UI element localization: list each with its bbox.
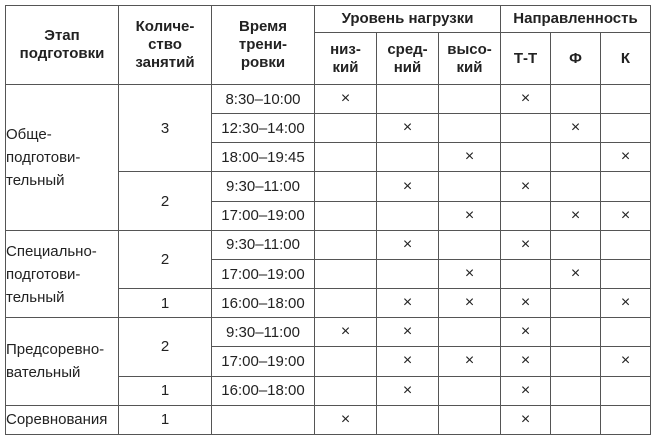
load-mid-cell [377, 405, 439, 434]
load-mid-cell: × [377, 172, 439, 201]
stage-cell: Предсоревно- вательный [6, 318, 119, 405]
focus-tt-cell: × [501, 376, 551, 405]
load-high-cell [439, 405, 501, 434]
focus-k-cell [601, 114, 651, 143]
stage-cell: Обще- подготови- тельный [6, 85, 119, 231]
load-mid-cell: × [377, 289, 439, 318]
load-mid-cell [377, 259, 439, 288]
count-cell: 3 [119, 85, 212, 172]
load-high-cell [439, 114, 501, 143]
time-cell: 16:00–18:00 [212, 376, 315, 405]
stage-cell: Соревнования [6, 405, 119, 434]
table-row [6, 405, 651, 434]
focus-k-cell [601, 259, 651, 288]
focus-tt-cell [501, 259, 551, 288]
count-cell: 1 [119, 376, 212, 405]
load-mid-cell: × [377, 318, 439, 347]
focus-tt-cell: × [501, 230, 551, 259]
focus-f-cell [551, 230, 601, 259]
time-cell: 18:00–19:45 [212, 143, 315, 172]
focus-k-cell: × [601, 347, 651, 376]
time-cell: 8:30–10:00 [212, 85, 315, 114]
training-schedule-table [5, 5, 651, 435]
focus-f-cell [551, 85, 601, 114]
load-high-cell [439, 230, 501, 259]
focus-f-cell [551, 172, 601, 201]
count-cell: 1 [119, 289, 212, 318]
focus-f-cell: × [551, 114, 601, 143]
focus-tt-cell: × [501, 85, 551, 114]
time-cell: 16:00–18:00 [212, 289, 315, 318]
focus-k-cell [601, 85, 651, 114]
load-low-cell: × [315, 405, 377, 434]
count-cell: 2 [119, 318, 212, 376]
load-low-cell: × [315, 318, 377, 347]
header-load-low: низ- кий [315, 33, 377, 85]
header-load-level: Уровень нагрузки [315, 6, 501, 33]
load-mid-cell [377, 85, 439, 114]
load-low-cell [315, 143, 377, 172]
focus-tt-cell [501, 201, 551, 230]
time-cell: 17:00–19:00 [212, 201, 315, 230]
load-low-cell [315, 376, 377, 405]
load-low-cell [315, 201, 377, 230]
focus-tt-cell: × [501, 318, 551, 347]
focus-tt-cell: × [501, 172, 551, 201]
load-high-cell [439, 172, 501, 201]
focus-f-cell [551, 289, 601, 318]
focus-k-cell [601, 376, 651, 405]
focus-k-cell [601, 318, 651, 347]
focus-f-cell [551, 143, 601, 172]
load-mid-cell: × [377, 376, 439, 405]
header-row-top [6, 6, 651, 33]
time-cell: 12:30–14:00 [212, 114, 315, 143]
time-cell: 9:30–11:00 [212, 318, 315, 347]
focus-f-cell [551, 347, 601, 376]
load-low-cell [315, 114, 377, 143]
load-mid-cell: × [377, 114, 439, 143]
focus-f-cell [551, 405, 601, 434]
focus-k-cell: × [601, 289, 651, 318]
load-mid-cell: × [377, 230, 439, 259]
load-low-cell [315, 259, 377, 288]
table-row [6, 318, 651, 347]
load-low-cell [315, 172, 377, 201]
header-focus-tt: Т-Т [501, 33, 551, 85]
load-high-cell [439, 318, 501, 347]
time-cell: 9:30–11:00 [212, 172, 315, 201]
load-high-cell: × [439, 347, 501, 376]
focus-tt-cell: × [501, 405, 551, 434]
focus-k-cell [601, 230, 651, 259]
header-count: Количе- ство занятий [119, 6, 212, 85]
load-high-cell: × [439, 143, 501, 172]
focus-tt-cell [501, 114, 551, 143]
stage-cell: Специально- подготови- тельный [6, 230, 119, 317]
table-row [6, 85, 651, 114]
focus-k-cell: × [601, 201, 651, 230]
load-high-cell: × [439, 289, 501, 318]
load-low-cell [315, 230, 377, 259]
header-focus: Направленность [501, 6, 651, 33]
focus-tt-cell: × [501, 289, 551, 318]
load-high-cell: × [439, 259, 501, 288]
load-high-cell [439, 85, 501, 114]
load-mid-cell [377, 143, 439, 172]
load-high-cell: × [439, 201, 501, 230]
focus-k-cell [601, 172, 651, 201]
count-cell: 2 [119, 230, 212, 288]
focus-tt-cell: × [501, 347, 551, 376]
header-load-high: высо- кий [439, 33, 501, 85]
count-cell: 2 [119, 172, 212, 230]
load-mid-cell: × [377, 347, 439, 376]
table-row [6, 230, 651, 259]
load-low-cell [315, 289, 377, 318]
header-focus-k: К [601, 33, 651, 85]
focus-f-cell [551, 318, 601, 347]
header-time: Время трени- ровки [212, 6, 315, 85]
header-stage: Этап подготовки [6, 6, 119, 85]
load-low-cell [315, 347, 377, 376]
focus-f-cell [551, 376, 601, 405]
header-focus-f: Ф [551, 33, 601, 85]
time-cell: 17:00–19:00 [212, 347, 315, 376]
focus-f-cell: × [551, 201, 601, 230]
focus-tt-cell [501, 143, 551, 172]
load-high-cell [439, 376, 501, 405]
time-cell [212, 405, 315, 434]
focus-k-cell: × [601, 143, 651, 172]
time-cell: 9:30–11:00 [212, 230, 315, 259]
load-mid-cell [377, 201, 439, 230]
count-cell: 1 [119, 405, 212, 434]
time-cell: 17:00–19:00 [212, 259, 315, 288]
focus-k-cell [601, 405, 651, 434]
header-load-mid: сред- ний [377, 33, 439, 85]
load-low-cell: × [315, 85, 377, 114]
focus-f-cell: × [551, 259, 601, 288]
